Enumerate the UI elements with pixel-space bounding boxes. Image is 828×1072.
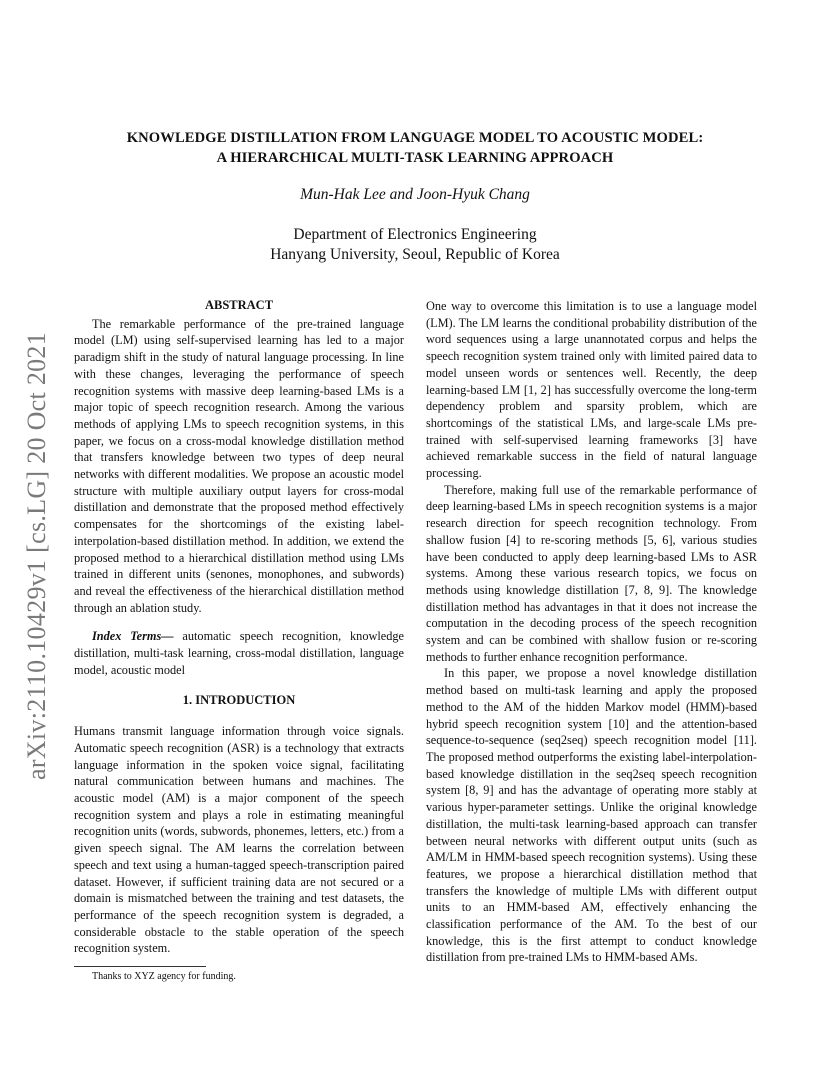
affiliation-line-1: Department of Electronics Engineering (293, 226, 537, 243)
affiliation-line-2: Hanyang University, Seoul, Republic of Korea (270, 246, 560, 263)
right-column (426, 298, 757, 966)
intro-paragraph-2: Therefore, making full use of the remarkable performance of deep learning-based LMs in speech recognition systems is a major research direction for speech recognition technology. From shallow fusion [4] to re-scoring methods [5, 6], various studies have been conducted to apply deep learning-based LMs to ASR systems. Among these various research topics, we focus on methods using knowledge distillation [7, 8, 9]. The knowledge distillation method has advantages in that it does not increase the computation in the decoding process of the speech recognition system and can be combined with shallow fusion or re-scoring methods to further enhance recognition performance. (426, 482, 757, 664)
paper-title (60, 128, 770, 168)
index-terms-label: Index Terms— (92, 629, 174, 644)
authors: Mun-Hak Lee and Joon-Hyuk Chang (300, 186, 530, 203)
title-line-1: KNOWLEDGE DISTILLATION FROM LANGUAGE MODEL TO ACOUSTIC MODEL: (126, 130, 704, 146)
affiliation (60, 225, 770, 265)
footnote: Thanks to XYZ agency for funding. (92, 971, 236, 983)
abstract-text: The remarkable performance of the pre-trained language model (LM) using self-supervised learning has led to a major paradigm shift in the study of natural language processing. In line with these changes, leveraging the performance of speech recognition systems with massive deep learning-based LMs is a major topic of speech recognition research. Among the various methods of applying LMs to speech recognition systems, in this paper, we focus on a cross-modal knowledge distillation method that transfers knowledge between two types of deep neural networks with different modalities. We propose an acoustic model structure with multiple auxiliary output layers for cross-modal distillation and demonstrate that the proposed method effectively compensates for the shortcomings of the existing label-interpolation-based distillation method. In addition, we extend the proposed method to a hierarchical distillation method using LMs trained in different units (senones, monophones, and subwords) and reveal the effectiveness of the hierarchical distillation method through an ablation study. (74, 316, 404, 615)
abstract-heading: ABSTRACT (204, 298, 274, 312)
intro-paragraph-3: In this paper, we propose a novel knowledge distillation method based on multi-task learning and apply the proposed method to the AM of the hidden Markov model (HMM)-based hybrid speech recognition system [10] and the attention-based sequence-to-sequence (seq2seq) speech recognition model [11]. The proposed method outperforms the existing label-interpolation-based knowledge distillation in the seq2seq speech recognition system [8, 9] and has the advantage of operating more stably at various hyper-parameter settings. Unlike the original knowledge distillation, the multi-task learning-based approach can transfer between neural networks with different output units (such as AM/LM in HMM-based speech recognition systems). Using these features, we propose a hierarchical distillation method that transfers the knowledge of multiple LMs with different output units to an HMM-based AM, effectively enhancing the classification performance of the AM. To the best of our knowledge, this is the first attempt to conduct knowledge distillation from pre-trained LMs to HMM-based AMs. (426, 666, 757, 965)
intro-paragraph-1: Humans transmit language information through voice signals. Automatic speech recognition (ASR) is a technology that extracts language information in the spoken voice signal, facilitating natural communication between humans and machines. The acoustic model (AM) is a major component of the speech recognition system and plays a role in estimating meaningful recognition units (words, subwords, phonemes, letters, etc.) from a given speech signal. The AM learns the correlation between speech and text using a human-tagged speech-transcription paired dataset. However, if sufficient training data are not secured or a domain is mismatched between the training and test datasets, the performance of the speech recognition system is degraded, a considerable obstacle to the stable operation of the speech recognition system. (74, 724, 404, 956)
arxiv-stamp: arXiv:2110.10429v1 [cs.LG] 20 Oct 2021 (22, 331, 51, 780)
intro-heading: 1. INTRODUCTION (182, 693, 296, 708)
index-terms (74, 628, 404, 678)
intro-paragraph-1-continued: One way to overcome this limitation is to use a language model (LM). The LM learns the conditional probability distribution of the word sequences using a large unannotated corpus and helps the speech recognition system trained only with limited paired data to model unseen words or sentences well. Recently, the deep learning-based LM [1, 2] has successfully overcome the long-term dependency problem and sparsity problem, which are shortcomings of the statistical LMs, and large-scale LMs pre-trained with self-supervised learning frameworks [3] have achieved remarkable success in the field of natural language processing. (426, 299, 757, 481)
left-column (74, 297, 404, 983)
footnote-rule (74, 966, 206, 967)
title-line-2: A HIERARCHICAL MULTI-TASK LEARNING APPROACH (216, 150, 614, 166)
index-terms-text: automatic speech recognition, knowledge distillation, multi-task learning, cross-modal distillation, language model, acoustic model (74, 629, 404, 677)
